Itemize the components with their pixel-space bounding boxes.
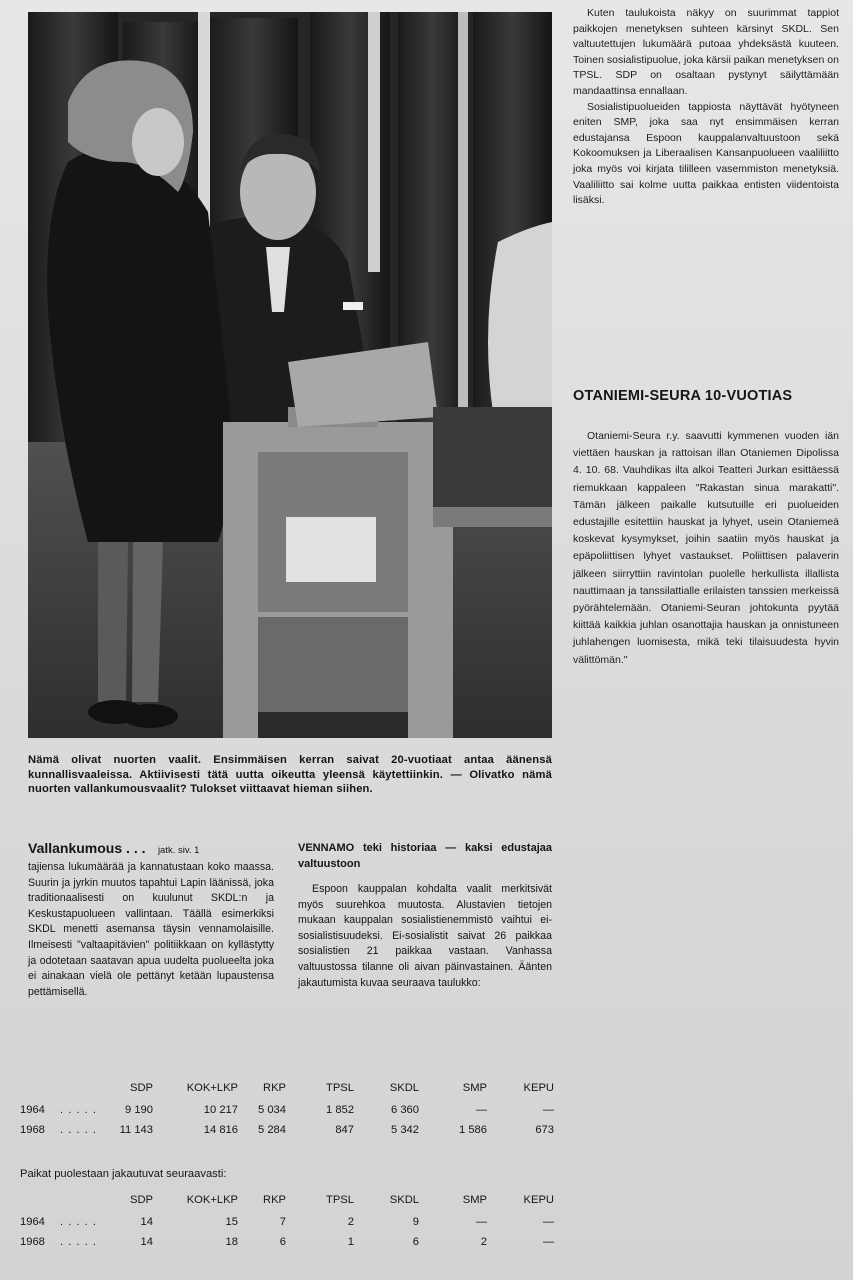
row-year: 1964	[20, 1104, 45, 1116]
column-header: SKDL	[389, 1194, 419, 1206]
table-cell: 2	[480, 1236, 487, 1248]
table-cell: 847	[335, 1124, 354, 1136]
table-cell: 5 284	[258, 1124, 286, 1136]
column-header: KEPU	[523, 1082, 554, 1094]
election-analysis-column	[573, 6, 839, 209]
table-cell: —	[542, 1216, 554, 1228]
column-header: KOK+LKP	[186, 1082, 238, 1094]
vallankumous-heading: Vallankumous . . .	[28, 840, 146, 856]
table-cell: 15	[225, 1216, 238, 1228]
table-cell: 5 034	[258, 1104, 286, 1116]
vennamo-heading: VENNAMO teki historiaa — kaksi edustajaa valtuustoon	[298, 842, 552, 870]
table-cell: —	[475, 1216, 487, 1228]
table-cell: 14	[140, 1236, 153, 1248]
table-cell: —	[542, 1104, 554, 1116]
column-header: TPSL	[326, 1082, 354, 1094]
column-header: SDP	[129, 1194, 153, 1206]
analysis-paragraph-1: Kuten taulukoista näkyy on suurimmat tappiot paikkojen menetyksen suhteen kärsinyt SKDL. Sen valtuutettujen lukumäärä putoaa yhdeksästä kuuteen. Toinen sosialistipuolue, joka kärsii paikan menetyksen on TPSL. SDP on osaltaan pystynyt säilyttämään mandaattinsa ennallaan.	[573, 7, 839, 97]
continued-from-note: jatk. siv. 1	[157, 845, 200, 856]
table-cell: 6 360	[391, 1104, 419, 1116]
vallankumous-body: tajiensa lukumäärää ja kannatustaan koko maassa. Suurin ja jyrkin muutos tapahtui Lapin läänissä, joka traditionaalisesti on kuulunut SKDL:n ja Keskustapuolueen vallintaan. Täällä esimerkiksi SKDL menetti asemansa täysin vennamolaisille. Ilmeisesti "valtaapitävien" politiikkaan on kyllästytty ja odotetaan saatavan apua uudelta puolueelta joka ei ainakaan vielä ole pettänyt ketään lupaustensa pettämisellä.	[28, 861, 274, 998]
table-row	[20, 1124, 560, 1144]
column-header: TPSL	[326, 1194, 354, 1206]
table-cell: 9	[412, 1216, 419, 1228]
otaniemi-article	[573, 428, 839, 669]
vennamo-body	[298, 882, 552, 991]
row-leader-dots: . . . . .	[60, 1124, 97, 1136]
table-cell: 18	[225, 1236, 238, 1248]
table-cell: 5 342	[391, 1124, 419, 1136]
table-header-row	[20, 1194, 560, 1216]
column-header: RKP	[262, 1082, 286, 1094]
table-cell: —	[475, 1104, 487, 1116]
vennamo-article	[298, 840, 552, 991]
votes-table	[20, 1082, 560, 1144]
table-cell: 6	[279, 1236, 286, 1248]
seats-title: Paikat puolestaan jakautuvat seuraavasti:	[20, 1168, 227, 1180]
table-row	[20, 1104, 560, 1124]
voting-photo-image	[28, 12, 552, 738]
row-leader-dots: . . . . .	[60, 1236, 97, 1248]
row-leader-dots: . . . . .	[60, 1216, 97, 1228]
table-cell: 11 143	[119, 1124, 153, 1136]
analysis-paragraph-2: Sosialistipuolueiden tappiosta näyttävät hyötyneen eniten SMP, joka saa nyt ensimmäisen kerran edustajansa Espoon kauppalanvaltuustoon sekä Kokoomuksen ja Liberaalisen Kansanpuolueen vaaliliitto joka myös voi kirjata tililleen vasemmiston menetyksiä. Vaaliliitto sai kolme uutta paikkaa entisten viidentoista lisäksi.	[573, 100, 839, 207]
column-header: SDP	[129, 1082, 153, 1094]
row-year: 1968	[20, 1236, 45, 1248]
table-row	[20, 1216, 560, 1236]
row-year: 1968	[20, 1124, 45, 1136]
table-cell: 14	[140, 1216, 153, 1228]
table-cell: 6	[412, 1236, 419, 1248]
column-header: KOK+LKP	[186, 1194, 238, 1206]
column-header: KEPU	[523, 1194, 554, 1206]
column-header: SKDL	[389, 1082, 419, 1094]
voting-photo	[28, 12, 552, 738]
table-cell: 14 816	[203, 1124, 238, 1136]
vennamo-paragraph: Espoon kauppalan kohdalta vaalit merkitsivät myös suurehkoa muutosta. Alustavien tietojen mukaan kauppalan sosialistienemmistö vaihtui ei-sosialistisuudeksi. Ei-sosialistit saivat 26 paikkaa sosialistien 21 paikkaa vastaan. Vanhassa valtuustossa tilanne oli aivan päinvastainen. Äänten jakautumista kuvaa seuraava taulukko:	[298, 883, 552, 989]
table-cell: 1 852	[326, 1104, 354, 1116]
table-cell: 10 217	[203, 1104, 238, 1116]
column-header: RKP	[262, 1194, 286, 1206]
column-header: SMP	[462, 1194, 487, 1206]
otaniemi-heading: OTANIEMI-SEURA 10-VUOTIAS	[573, 388, 793, 404]
table-cell: 7	[279, 1216, 286, 1228]
table-cell: 1 586	[459, 1124, 487, 1136]
row-leader-dots: . . . . .	[60, 1104, 97, 1116]
table-cell: 673	[535, 1124, 554, 1136]
table-cell: 9 190	[125, 1104, 153, 1116]
table-cell: 2	[347, 1216, 354, 1228]
otaniemi-paragraph: Otaniemi-Seura r.y. saavutti kymmenen vuoden iän viettäen hauskan ja rattoisan illan Otaniemen Dipolissa 4. 10. 68. Vauhdikas ilta alkoi Teatteri Jurkan esittäessä riemukkaan kappaleen "Rakastan sinua marakatti". Tämän jälkeen paikalle kutsutuille eri puolueiden edustajille esitettiin hauskat ja lyhyet, usein Otaniemeä koskevat kysymykset, joihin saatiin myös hauskat ja epäpoliittisen lyhyet vastaukset. Poliittisen palaverin jälkeen siirryttiin ravintolan puolelle herkullista illallista nauttimaan ja tanssilattialle erilaisten tanssien merkeissä pyörähtelemään. Otaniemi-Seuran johtokunta pyytää kiittää kaikkia juhlan osanottajia hauskan ja onnistuneen juhlahengen luomisesta, mikä teki tilaisuudesta hyvin välittömän."	[573, 430, 839, 666]
table-cell: —	[542, 1236, 554, 1248]
seats-table	[20, 1194, 560, 1256]
table-cell: 1	[347, 1236, 354, 1248]
row-year: 1964	[20, 1216, 45, 1228]
vallankumous-article	[28, 840, 274, 1000]
column-header: SMP	[462, 1082, 487, 1094]
table-header-row	[20, 1082, 560, 1104]
photo-caption: Nämä olivat nuorten vaalit. Ensimmäisen kerran saivat 20-vuotiaat antaa äänensä kunnallisvaaleissa. Aktiivisesti tätä uutta oikeutta yleensä käytettiinkin. — Olivatko nämä nuorten vallankumousvaalit? Tulokset viittaavat hieman siihen.	[28, 754, 552, 795]
table-row	[20, 1236, 560, 1256]
